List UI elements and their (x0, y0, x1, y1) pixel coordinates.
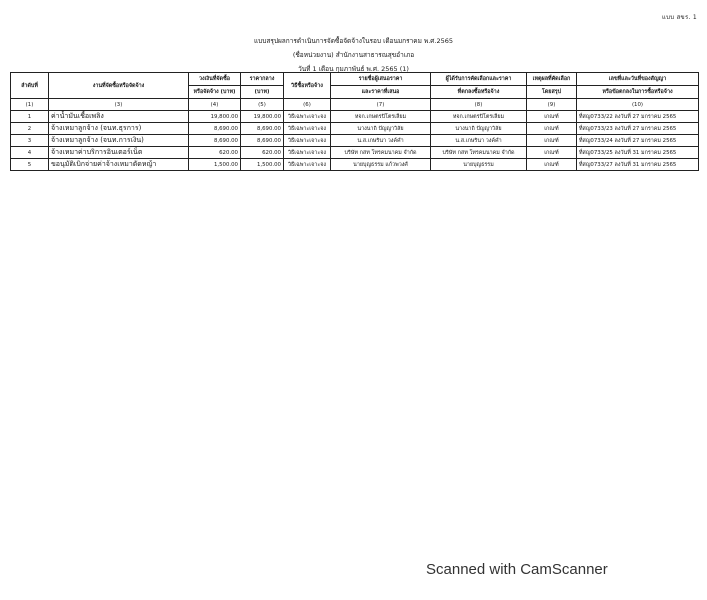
header-budget-2: หรือจัดจ้าง (บาท) (189, 86, 241, 99)
row-winner: นางนาถิ ปัญญาวิลัย (431, 123, 527, 135)
row-reason: เกณฑ์ (527, 147, 577, 159)
table-row (11, 147, 699, 159)
row-method: วิธีเฉพาะเจาะจง (284, 111, 331, 123)
column-number-row (11, 99, 699, 111)
row-contract: ที่สญ0733/23 ลงวันที่ 27 มกราคม 2565 (577, 123, 699, 135)
header-bidders: รายชื่อผู้เสนอราคา (331, 73, 431, 86)
row-winner: นายบุญธรรม (431, 159, 527, 171)
row-contract: ที่สญ0733/27 ลงวันที่ 31 มกราคม 2565 (577, 159, 699, 171)
row-no: 3 (11, 135, 49, 147)
col-number: (3) (49, 99, 189, 111)
row-winner: น.ส.เกษรินา วงค์คำ (431, 135, 527, 147)
header-row-1 (11, 73, 699, 86)
row-no: 5 (11, 159, 49, 171)
row-median: 8,690.00 (241, 135, 284, 147)
header-reason-2: โดยสรุป (527, 86, 577, 99)
row-contract: ที่สญ0733/25 ลงวันที่ 31 มกราคม 2565 (577, 147, 699, 159)
procurement-table (10, 72, 699, 171)
header-reason: เหตุผลที่คัดเลือก (527, 73, 577, 86)
header-median-2: (บาท) (241, 86, 284, 99)
table-row (11, 159, 699, 171)
row-reason: เกณฑ์ (527, 123, 577, 135)
header-item: งานที่จัดซื้อหรือจัดจ้าง (49, 73, 189, 99)
row-method: วิธีเฉพาะเจาะจง (284, 147, 331, 159)
row-median: 620.00 (241, 147, 284, 159)
row-item: จ้างเหมาค่าบริการอินเตอร์เน็ต (49, 147, 189, 159)
row-median: 8,690.00 (241, 123, 284, 135)
header-bidders-2: และราคาที่เสนอ (331, 86, 431, 99)
row-method: วิธีเฉพาะเจาะจง (284, 135, 331, 147)
row-method: วิธีเฉพาะเจาะจง (284, 123, 331, 135)
report-date: วันที่ 1 เดือน กุมภาพันธ์ พ.ศ. 2565 (1) (298, 65, 409, 73)
col-number: (10) (577, 99, 699, 111)
header-method: วิธีซื้อหรือจ้าง (284, 73, 331, 99)
table-row (11, 123, 699, 135)
row-no: 2 (11, 123, 49, 135)
header-winner-2: ที่ตกลงซื้อหรือจ้าง (431, 86, 527, 99)
row-budget: 8,690.00 (189, 135, 241, 147)
row-method: วิธีเฉพาะเจาะจง (284, 159, 331, 171)
row-bidder: หจก.เกษตรปิโตรเลียม (331, 111, 431, 123)
row-bidder: นางนาถิ ปัญญาวิลัย (331, 123, 431, 135)
header-contract: เลขที่และวันที่ของสัญญา (577, 73, 699, 86)
row-winner: หจก.เกษตรปิโตรเลียม (431, 111, 527, 123)
row-no: 1 (11, 111, 49, 123)
row-item: ขอนุมัติเบิกจ่ายค่าจ้างเหมาตัดหญ้า (49, 159, 189, 171)
row-reason: เกณฑ์ (527, 135, 577, 147)
row-contract: ที่สญ0733/22 ลงวันที่ 27 มกราคม 2565 (577, 111, 699, 123)
col-number: (5) (241, 99, 284, 111)
col-number: (1) (11, 99, 49, 111)
header-budget: วงเงินที่จัดซื้อ (189, 73, 241, 86)
agency-name: (ชื่อหน่วยงาน) สำนักงานสาธารณสุขอำเภอ (292, 51, 415, 59)
row-no: 4 (11, 147, 49, 159)
col-number: (4) (189, 99, 241, 111)
col-number: (6) (284, 99, 331, 111)
row-reason: เกณฑ์ (527, 111, 577, 123)
col-number: (8) (431, 99, 527, 111)
row-bidder: น.ส.เกษรินา วงค์คำ (331, 135, 431, 147)
col-number: (9) (527, 99, 577, 111)
row-contract: ที่สญ0733/24 ลงวันที่ 27 มกราคม 2565 (577, 135, 699, 147)
row-reason: เกณฑ์ (527, 159, 577, 171)
report-title: แบบสรุปผลการดำเนินการจัดซื้อจัดจ้างในรอบ เดือนมกราคม พ.ศ.2565 (253, 37, 454, 45)
row-bidder: บริษัท กสท โทรคมนาคม จำกัด (331, 147, 431, 159)
row-budget: 19,800.00 (189, 111, 241, 123)
row-budget: 1,500.00 (189, 159, 241, 171)
header-contract-2: หรือข้อตกลงในการซื้อหรือจ้าง (577, 86, 699, 99)
scanner-watermark: Scanned with CamScanner (426, 561, 608, 578)
row-winner: บริษัท กสท โทรคมนาคม จำกัด (431, 147, 527, 159)
header-median: ราคากลาง (241, 73, 284, 86)
row-budget: 620.00 (189, 147, 241, 159)
row-median: 1,500.00 (241, 159, 284, 171)
row-item: จ้างเหมาลูกจ้าง (จนท.ธุรการ) (49, 123, 189, 135)
header-no: ลำดับที่ (11, 73, 49, 99)
form-code: แบบ สขร. 1 (661, 14, 697, 21)
table-row (11, 135, 699, 147)
row-bidder: นายบุญธรรม แก้วพวงศ์ (331, 159, 431, 171)
row-item: จ้างเหมาลูกจ้าง (จนท.การเงิน) (49, 135, 189, 147)
row-budget: 8,690.00 (189, 123, 241, 135)
header-winner: ผู้ได้รับการคัดเลือกและราคา (431, 73, 527, 86)
col-number: (7) (331, 99, 431, 111)
table-row (11, 111, 699, 123)
row-median: 19,800.00 (241, 111, 284, 123)
row-item: ค่าน้ำมันเชื้อเพลิง (49, 111, 189, 123)
